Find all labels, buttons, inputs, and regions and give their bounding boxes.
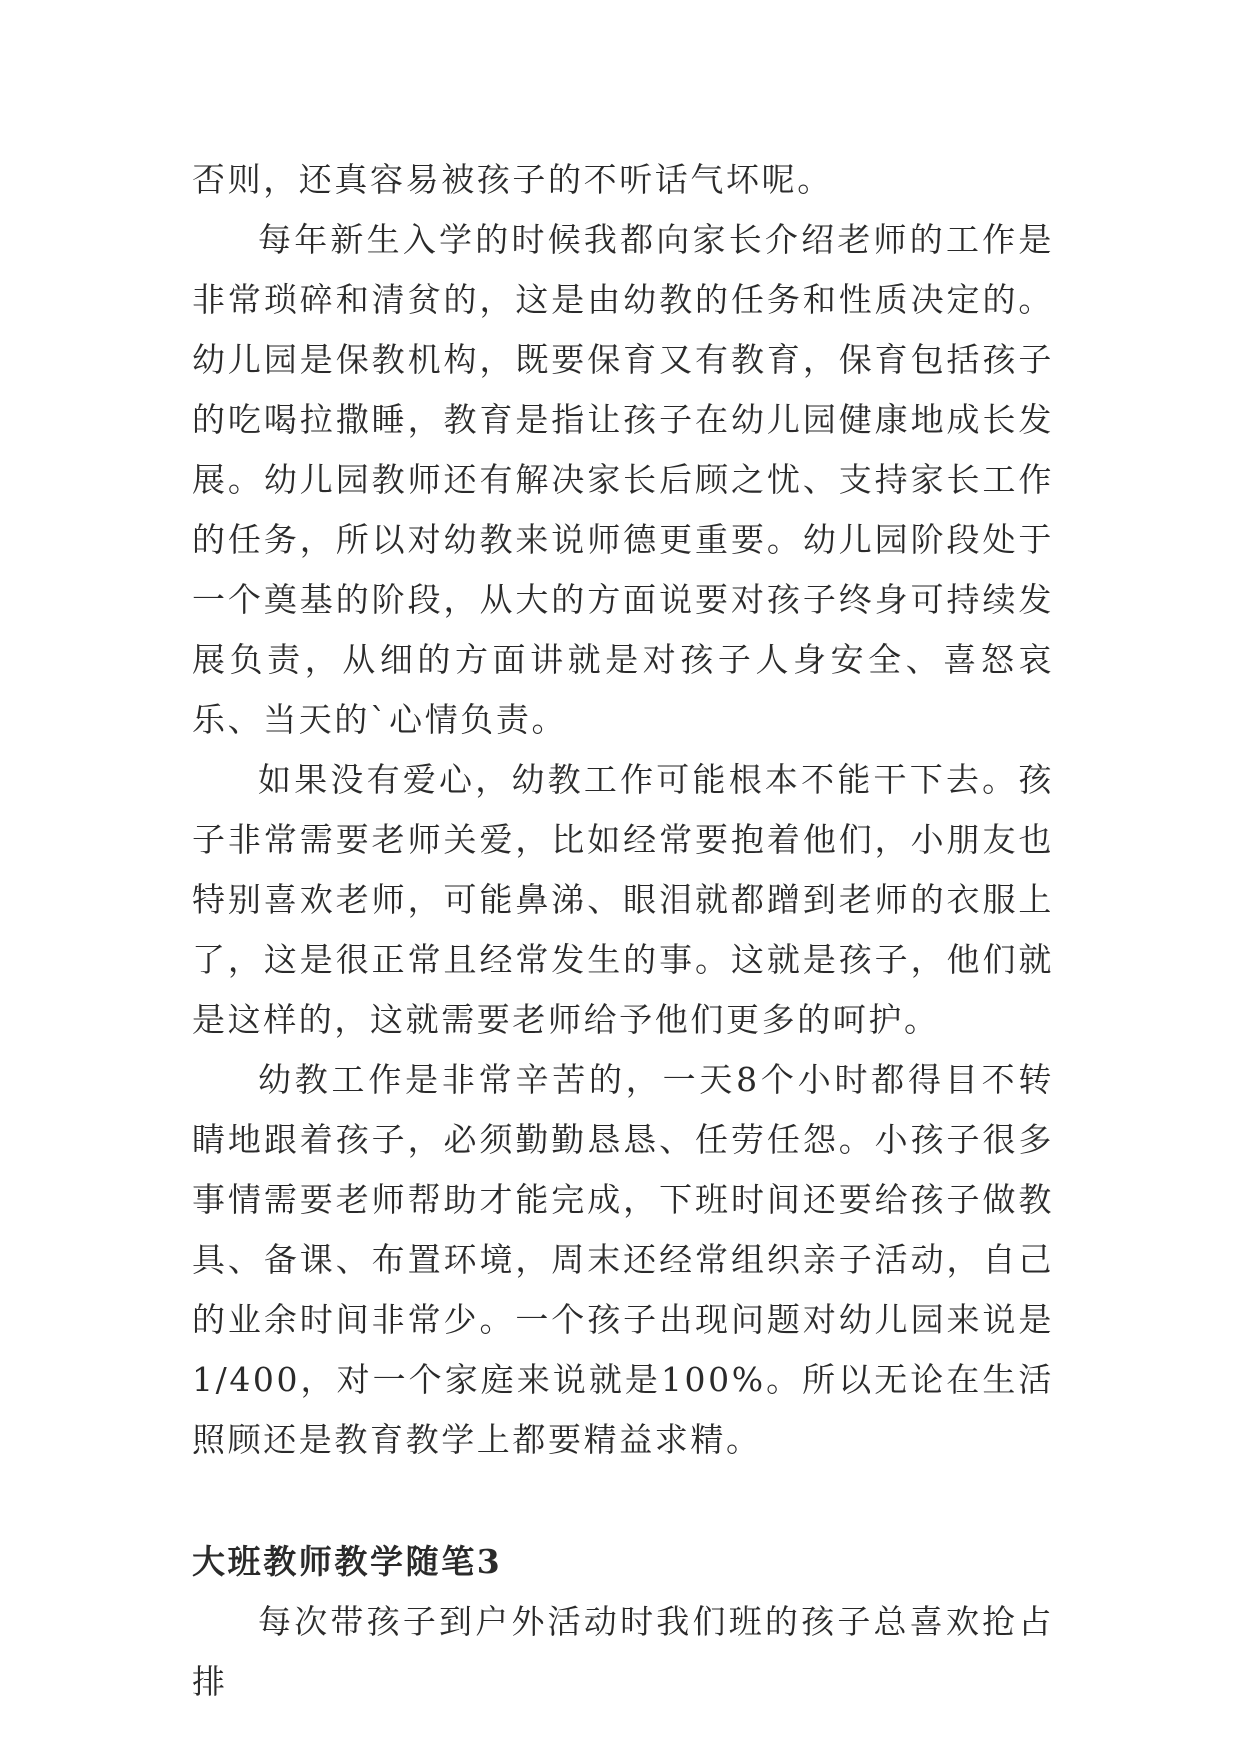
paragraph: 否则，还真容易被孩子的不听话气坏呢。 (192, 160, 833, 199)
paragraph: 每次带孩子到户外活动时我们班的孩子总喜欢抢占排 (192, 1602, 1054, 1701)
paragraph: 如果没有爱心，幼教工作可能根本不能干下去。孩子非常需要老师关爱，比如经常要抱着他们，小朋友也特别喜欢老师，可能鼻涕、眼泪就都蹭到老师的衣服上了，这是很正常且经常发生的事。这就是孩子，他们就是这样的，这就需要老师给予他们更多的呵护。 (192, 760, 1054, 1039)
paragraph: 每年新生入学的时候我都向家长介绍老师的工作是非常琐碎和清贫的，这是由幼教的任务和性质决定的。幼儿园是保教机构，既要保育又有教育，保育包括孩子的吃喝拉撒睡，教育是指让孩子在幼儿园健康地成长发展。幼儿园教师还有解决家长后顾之忧、支持家长工作的任务，所以对幼教来说师德更重要。幼儿园阶段处于一个奠基的阶段，从大的方面说要对孩子终身可持续发展负责，从细的方面讲就是对孩子人身安全、喜怒哀乐、当天的`心情负责。 (192, 220, 1054, 739)
section-heading: 大班教师教学随笔3 (192, 1542, 503, 1581)
document-body (192, 150, 1054, 1712)
paragraph: 幼教工作是非常辛苦的，一天8个小时都得目不转睛地跟着孩子，必须勤勤恳恳、任劳任怨。小孩子很多事情需要老师帮助才能完成，下班时间还要给孩子做教具、备课、布置环境，周末还经常组织亲子活动，自己的业余时间非常少。一个孩子出现问题对幼儿园来说是1/400，对一个家庭来说就是100%。所以无论在生活照顾还是教育教学上都要精益求精。 (192, 1060, 1054, 1459)
